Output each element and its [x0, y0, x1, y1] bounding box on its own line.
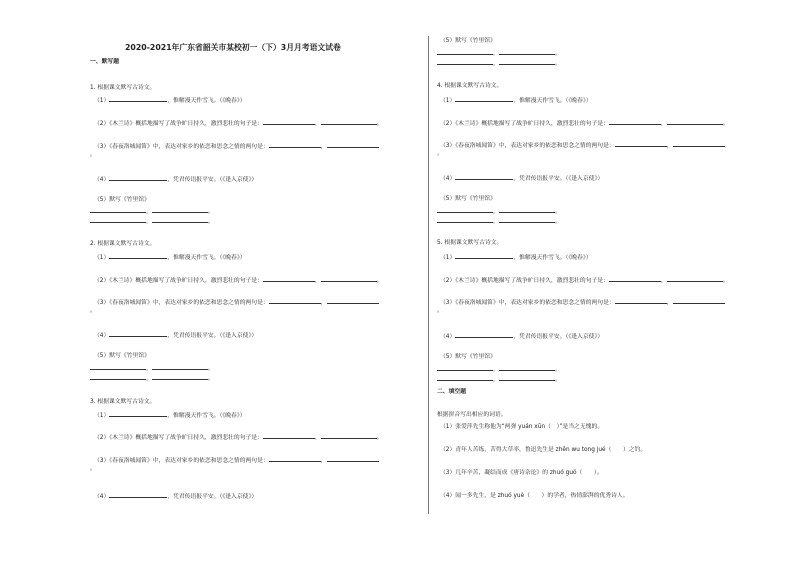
answer-blank[interactable] [327, 456, 379, 462]
answer-blank[interactable] [667, 119, 723, 125]
answer-blank[interactable] [437, 217, 493, 223]
answer-blank[interactable] [455, 253, 513, 259]
q4-item3: （3）《春夜洛城闻笛》中，表达对家乡的依恋和思念之情的两句是： ， [440, 141, 725, 150]
answer-blank[interactable] [321, 119, 377, 125]
answer-blank[interactable] [615, 141, 667, 147]
answer-blank[interactable] [152, 207, 208, 213]
answer-blank[interactable] [609, 276, 661, 282]
q2-item3: （3）《春夜洛城闻笛》中，表达对家乡的依恋和思念之情的两句是： ， [94, 298, 379, 307]
fill-item-4: （4）闻一多先生，是 zhuó yuè（ ）的学者，热情澎湃的优秀诗人。 [440, 493, 629, 499]
answer-blank[interactable] [109, 492, 167, 498]
q1-item3: （3）《春夜洛城闻笛》中，表达对家乡的依恋和思念之情的两句是： ， [94, 142, 379, 151]
column-divider [428, 36, 429, 514]
question-1-intro: 1. 根据课文默写古诗文。 [90, 85, 156, 91]
answer-blank[interactable] [499, 365, 555, 371]
q4-item1: （1） ，惟解漫天作雪飞。（《晚春》） [440, 98, 592, 104]
fill-item-3: （3）几年辛苦，凝结而成《唐诗杂论》的 zhuó guó（ ）。 [440, 470, 603, 476]
answer-blank[interactable] [499, 49, 555, 55]
q1-item5: （5）默写《竹里馆》 [94, 197, 150, 203]
answer-blank[interactable] [437, 59, 493, 65]
q1-item4: （4） ，凭君传语报平安。（《逢入京使》） [94, 177, 258, 183]
q3-item2: （2）《木兰诗》概括地描写了战争旷日持久，激烈悲壮的句子是： ， 。 [94, 435, 383, 441]
answer-blank[interactable] [109, 175, 167, 181]
q5-poem-line-1: ， 。 [437, 365, 561, 374]
section-heading-1: 一、默写题 [90, 59, 119, 65]
q4-poem-line-2: ， 。 [437, 217, 561, 226]
question-2-intro: 2. 根据课文默写古诗文。 [90, 241, 156, 247]
q4-item4: （4） ，凭君传语报平安。（《逢入京使》） [440, 176, 604, 182]
q2-item3-period: 。 [90, 308, 96, 314]
answer-blank[interactable] [321, 433, 377, 439]
q3-item3: （3）《春夜洛城闻笛》中，表达对家乡的依恋和思念之情的两句是： ， [94, 456, 379, 465]
question-4-intro: 4. 根据课文默写古诗文。 [437, 83, 503, 89]
answer-blank[interactable] [673, 298, 725, 304]
q2-item2: （2）《木兰诗》概括地描写了战争旷日持久，激烈悲壮的句子是： ， 。 [94, 278, 383, 284]
answer-blank[interactable] [437, 365, 493, 371]
answer-blank[interactable] [90, 364, 146, 370]
answer-blank[interactable] [152, 364, 208, 370]
fill-intro: 根据拼音写出相应的词语。 [437, 412, 507, 418]
section-heading-2: 二、填空题 [437, 389, 466, 395]
q5-poem-line-2: ， 。 [437, 375, 561, 384]
q4-item3-period: 。 [437, 151, 443, 157]
answer-blank[interactable] [615, 298, 667, 304]
q4-item2: （2）《木兰诗》概括地描写了战争旷日持久，激烈悲壮的句子是： ， 。 [440, 121, 729, 127]
q2-poem-line-2: ， 。 [90, 374, 214, 383]
answer-blank[interactable] [269, 456, 321, 462]
answer-blank[interactable] [263, 433, 315, 439]
answer-blank[interactable] [437, 375, 493, 381]
answer-blank[interactable] [609, 119, 661, 125]
answer-blank[interactable] [263, 119, 315, 125]
answer-blank[interactable] [499, 207, 555, 213]
answer-blank[interactable] [327, 298, 379, 304]
answer-blank[interactable] [269, 298, 321, 304]
answer-blank[interactable] [109, 253, 167, 259]
q3-poem-line-1: ， 。 [437, 49, 561, 58]
q1-item3-period: 。 [90, 152, 96, 158]
q5-item4: （4） ，凭君传语报平安。（《逢入京使》） [440, 334, 604, 340]
page-title: 2020-2021年广东省韶关市某校初一（下）3月月考语文试卷 [125, 43, 341, 52]
q3-item4: （4） ，凭君传语报平安。（《逢入京使》） [94, 494, 258, 500]
q3-item3-period: 。 [90, 466, 96, 472]
answer-blank[interactable] [152, 374, 208, 380]
answer-blank[interactable] [455, 332, 513, 338]
q4-item5: （5）默写《竹里馆》 [440, 196, 496, 202]
answer-blank[interactable] [455, 96, 513, 102]
answer-blank[interactable] [327, 142, 379, 148]
q3-item1: （1） ，惟解漫天作雪飞。（《晚春》） [94, 413, 246, 419]
q1-item2: （2）《木兰诗》概括地描写了战争旷日持久，激烈悲壮的句子是： ， 。 [94, 121, 383, 127]
answer-blank[interactable] [499, 217, 555, 223]
q1-poem-line-1: ， 。 [90, 207, 214, 216]
answer-blank[interactable] [263, 276, 315, 282]
answer-blank[interactable] [437, 49, 493, 55]
answer-blank[interactable] [109, 96, 167, 102]
q5-item1: （1） ，惟解漫天作雪飞。（《晚春》） [440, 255, 592, 261]
answer-blank[interactable] [499, 375, 555, 381]
answer-blank[interactable] [269, 142, 321, 148]
answer-blank[interactable] [673, 141, 725, 147]
q2-item1: （1） ，惟解漫天作雪飞。（《晚春》） [94, 255, 246, 261]
question-5-intro: 5. 根据课文默写古诗文。 [437, 240, 503, 246]
answer-blank[interactable] [152, 217, 208, 223]
fill-item-1: （1）张爱萍先生称他为“两弹 yuán xūn（ ）”是当之无愧的。 [440, 424, 604, 430]
answer-blank[interactable] [321, 276, 377, 282]
q2-item5: （5）默写《竹里馆》 [94, 353, 150, 359]
answer-blank[interactable] [499, 59, 555, 65]
answer-blank[interactable] [90, 374, 146, 380]
answer-blank[interactable] [90, 217, 146, 223]
question-3-intro: 3. 根据课文默写古诗文。 [90, 399, 156, 405]
q1-poem-line-2: ， 。 [90, 217, 214, 226]
q2-item4: （4） ，凭君传语报平安。（《逢入京使》） [94, 333, 258, 339]
answer-blank[interactable] [437, 207, 493, 213]
answer-blank[interactable] [455, 174, 513, 180]
q3-poem-line-2: ， 。 [437, 59, 561, 68]
q5-item5: （5）默写《竹里馆》 [440, 354, 496, 360]
q5-item3: （3）《春夜洛城闻笛》中，表达对家乡的依恋和思念之情的两句是： ， [440, 298, 725, 307]
answer-blank[interactable] [109, 411, 167, 417]
q3-item5: （5）默写《竹里馆》 [440, 38, 496, 44]
q5-item2: （2）《木兰诗》概括地描写了战争旷日持久，激烈悲壮的句子是： ， 。 [440, 278, 729, 284]
q2-poem-line-1: ， 。 [90, 364, 214, 373]
q5-item3-period: 。 [437, 308, 443, 314]
answer-blank[interactable] [109, 331, 167, 337]
answer-blank[interactable] [90, 207, 146, 213]
answer-blank[interactable] [667, 276, 723, 282]
q1-item1: （1） ，惟解漫天作雪飞。（《晚春》） [94, 98, 246, 104]
q4-poem-line-1: ， 。 [437, 207, 561, 216]
fill-item-2: （2）青年人苦练，苦得大草率，鲁迅先生是 zhēn wu tong jué（ ）之钓。 [440, 447, 647, 453]
